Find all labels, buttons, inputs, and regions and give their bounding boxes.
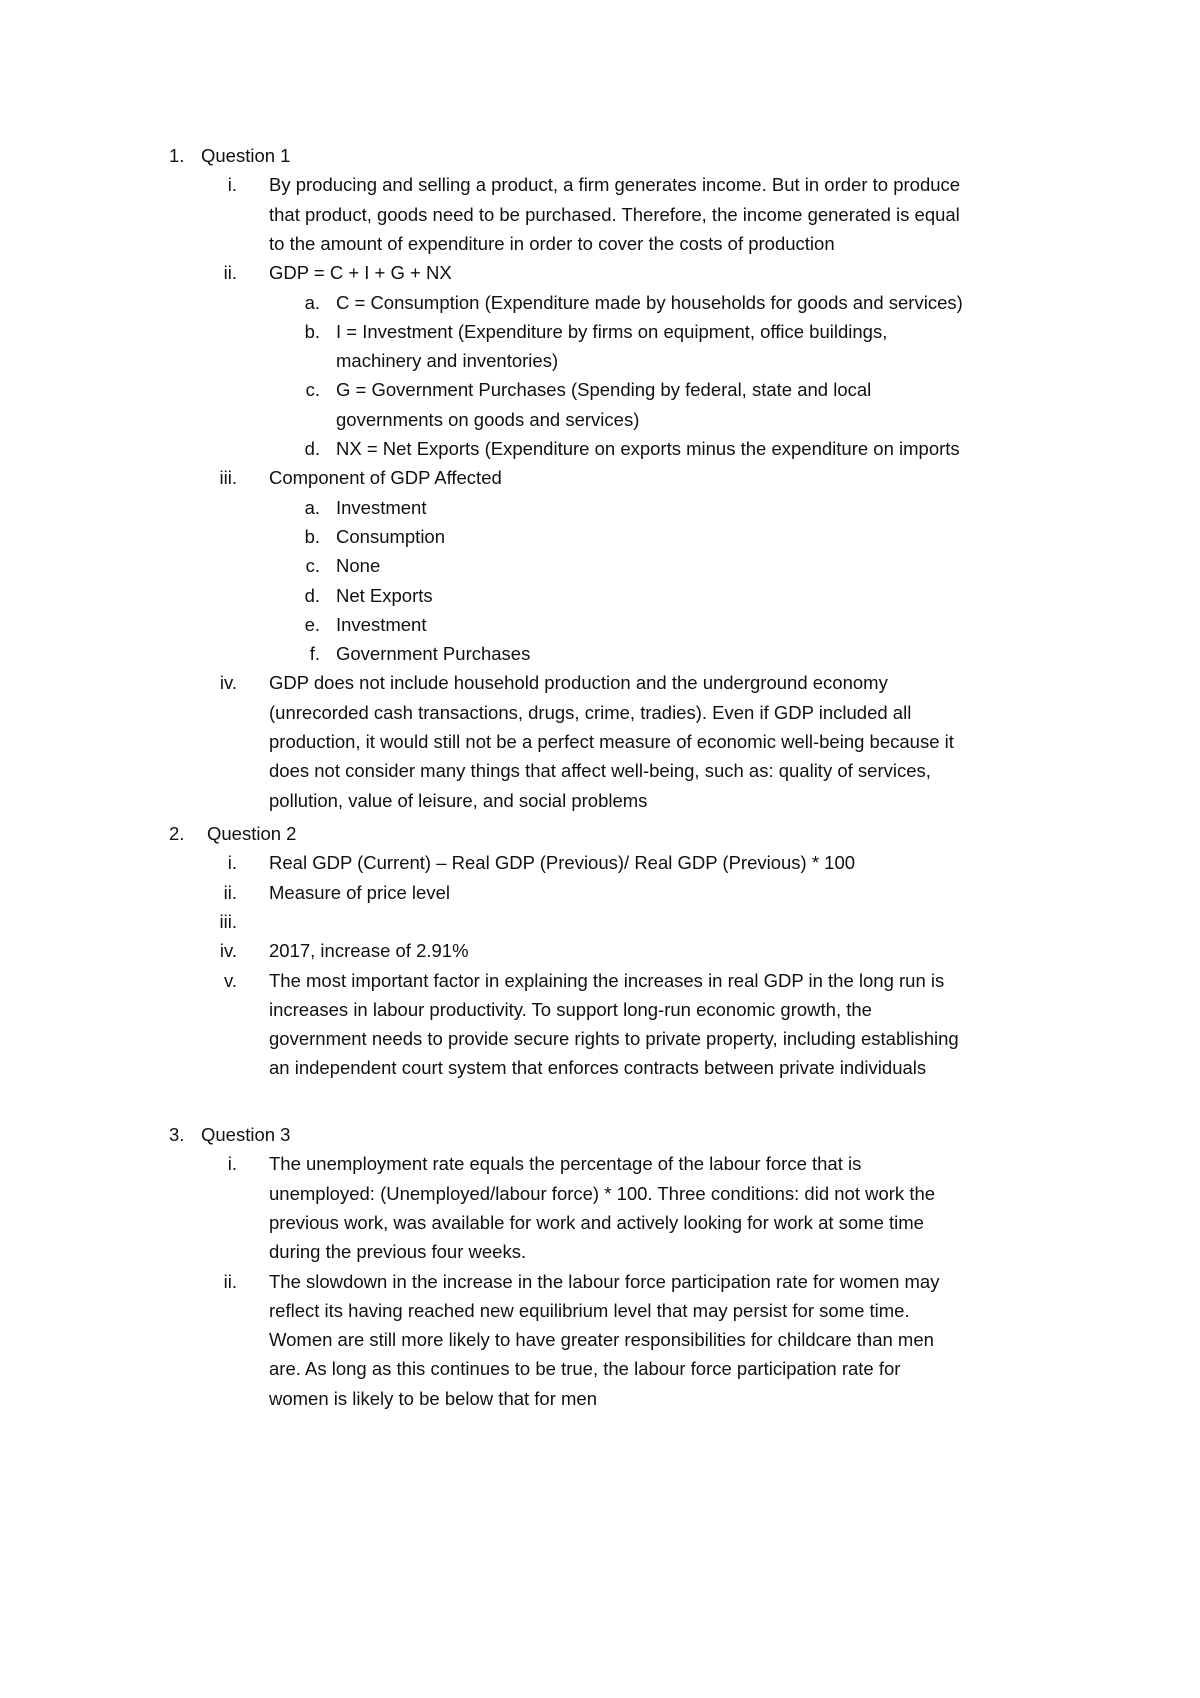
item-text-line: The unemployment rate equals the percentage of the labour force that is xyxy=(269,1153,862,1175)
subitem-letter: f. xyxy=(309,643,320,665)
item-text-line: are. As long as this continues to be true, the labour force participation rate for xyxy=(269,1358,901,1380)
subitem-letter: a. xyxy=(304,291,320,313)
item-numeral: i. xyxy=(227,852,237,874)
item-text-line: Women are still more likely to have greater responsibilities for childcare than men xyxy=(269,1329,934,1351)
item-text-line: does not consider many things that affect well-being, such as: quality of services, xyxy=(269,760,931,782)
item-text-line: production, it would still not be a perfect measure of economic well-being because it xyxy=(269,731,954,752)
subitem-text-line: Government Purchases xyxy=(336,643,531,665)
item-numeral: ii. xyxy=(223,881,237,903)
question-number: 3. xyxy=(169,1124,185,1145)
question-number: 2. xyxy=(169,823,185,844)
item-text-line: to the amount of expenditure in order to cover the costs of production xyxy=(269,232,835,254)
subitem-text-line: Investment xyxy=(336,613,427,635)
subitem-letter: c. xyxy=(305,379,320,401)
item-numeral: iii. xyxy=(219,910,237,932)
subitem-letter: d. xyxy=(304,438,320,459)
subitem-text-line: NX = Net Exports (Expenditure on exports minus the expenditure on imports xyxy=(336,438,960,459)
item-text-line: increases in labour productivity. To support long-run economic growth, the xyxy=(269,998,872,1020)
item-text-line: previous work, was available for work and actively looking for work at some time xyxy=(269,1211,924,1233)
subitem-text-line: machinery and inventories) xyxy=(336,350,559,372)
item-text-line: GDP = C + I + G + NX xyxy=(269,262,452,284)
subitem-text-line: None xyxy=(336,555,381,577)
item-text-line: government needs to provide secure rights to private property, including establishing xyxy=(269,1028,959,1050)
subitem-letter: b. xyxy=(304,320,320,342)
item-text-line: By producing and selling a product, a firm generates income. But in order to produce xyxy=(269,174,961,196)
subitem-text-line: Consumption xyxy=(336,525,446,547)
question-number: 1. xyxy=(169,145,185,166)
item-numeral: i. xyxy=(227,174,237,196)
item-numeral: i. xyxy=(227,1153,237,1175)
subitem-letter: a. xyxy=(304,496,320,518)
item-text-line: unemployed: (Unemployed/labour force) * 100. Three conditions: did not work the xyxy=(269,1182,936,1204)
item-numeral: ii. xyxy=(223,262,237,284)
item-text-line: pollution, value of leisure, and social problems xyxy=(269,789,648,811)
item-numeral: iv. xyxy=(219,672,237,694)
subitem-letter: c. xyxy=(305,555,320,577)
item-text-line: Measure of price level xyxy=(269,881,450,903)
item-text-line: that product, goods need to be purchased. Therefore, the income generated is equal xyxy=(269,203,960,225)
item-text-line: Component of GDP Affected xyxy=(269,467,502,489)
item-text-line: an independent court system that enforces contracts between private individuals xyxy=(269,1057,927,1079)
item-text-line: GDP does not include household production and the underground economy xyxy=(269,672,888,694)
item-text-line: during the previous four weeks. xyxy=(269,1241,527,1263)
subitem-letter: d. xyxy=(304,584,320,606)
item-text-line: The most important factor in explaining the increases in real GDP in the long run is xyxy=(269,969,945,991)
subitem-letter: e. xyxy=(304,613,320,635)
question-title: Question 3 xyxy=(201,1124,291,1145)
question-title: Question 2 xyxy=(207,823,297,844)
subitem-text-line: Net Exports xyxy=(336,584,433,606)
item-numeral: iv. xyxy=(219,940,237,962)
item-text-line: reflect its having reached new equilibrium level that may persist for some time. xyxy=(269,1299,910,1321)
item-text-line: The slowdown in the increase in the labour force participation rate for women may xyxy=(269,1270,940,1292)
subitem-text-line: I = Investment (Expenditure by firms on equipment, office buildings, xyxy=(336,320,888,342)
item-text-line: 2017, increase of 2.91% xyxy=(269,940,469,962)
question-title: Question 1 xyxy=(201,145,291,166)
item-numeral: ii. xyxy=(223,1270,237,1292)
item-numeral: iii. xyxy=(219,467,237,489)
subitem-text-line: governments on goods and services) xyxy=(336,408,640,430)
subitem-text-line: G = Government Purchases (Spending by federal, state and local xyxy=(336,379,872,401)
item-text-line: Real GDP (Current) – Real GDP (Previous)/ Real GDP (Previous) * 100 xyxy=(269,852,856,874)
subitem-letter: b. xyxy=(304,525,320,547)
subitem-text-line: C = Consumption (Expenditure made by households for goods and services) xyxy=(336,291,963,313)
item-text-line: (unrecorded cash transactions, drugs, crime, tradies). Even if GDP included all xyxy=(269,701,912,723)
subitem-text-line: Investment xyxy=(336,496,427,518)
item-text-line: women is likely to be below that for men xyxy=(269,1387,598,1409)
item-numeral: v. xyxy=(223,969,237,991)
